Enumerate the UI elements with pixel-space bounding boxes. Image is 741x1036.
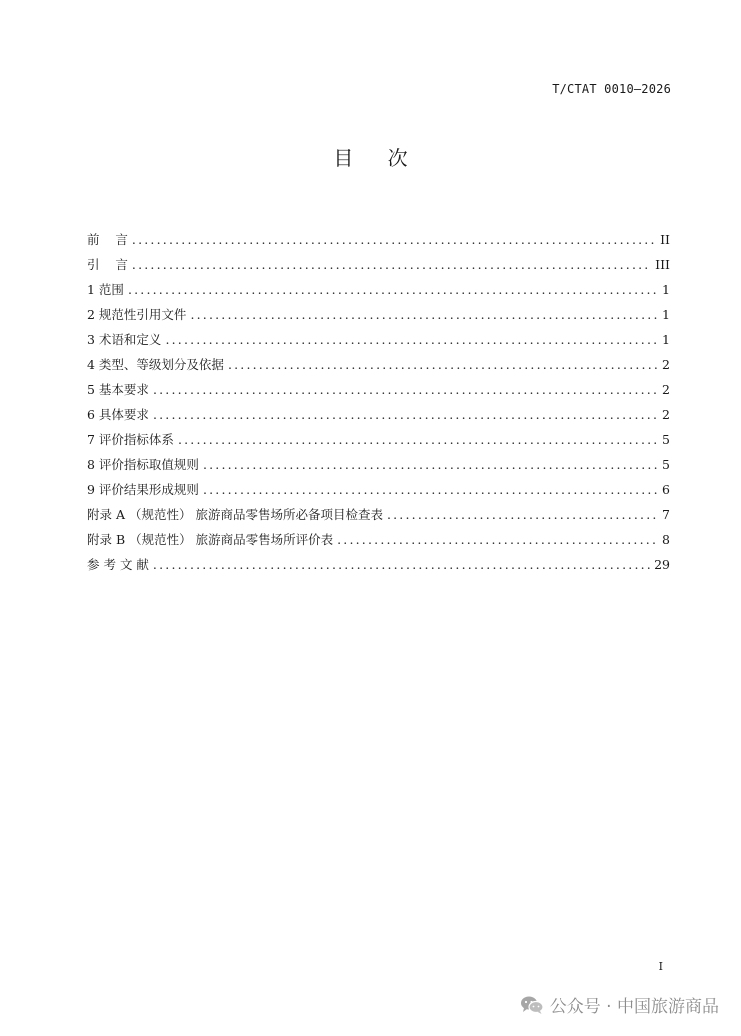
toc-entry-label: 8 评价指标取值规则 [87, 457, 199, 472]
toc-entry-page: 2 [662, 407, 670, 422]
toc-entry-page: II [660, 232, 670, 247]
toc-leader-dots [165, 327, 658, 352]
toc-entry-page: 7 [662, 507, 670, 522]
toc-entry-classification[interactable] [87, 352, 670, 377]
toc-entry-label: 7 评价指标体系 [87, 432, 174, 447]
toc-entry-page: III [655, 257, 670, 272]
toc-entry-page: 5 [662, 457, 670, 472]
toc-entry-bibliography[interactable] [87, 552, 670, 577]
watermark [520, 992, 719, 1017]
toc-leader-dots [153, 552, 650, 577]
toc-leader-dots [178, 427, 658, 452]
toc-entry-label: 4 类型、等级划分及依据 [87, 357, 224, 372]
toc-leader-dots [132, 227, 656, 252]
toc-entry-label: 前 言 [87, 232, 128, 247]
toc-entry-label: 附录 B （规范性） 旅游商品零售场所评价表 [87, 532, 334, 547]
toc-leader-dots [203, 477, 658, 502]
toc-leader-dots [337, 527, 658, 552]
toc-entry-preface[interactable] [87, 227, 670, 252]
toc-entry-specific-requirements[interactable] [87, 402, 670, 427]
toc-entry-page: 29 [654, 557, 670, 572]
watermark-text: 公众号 · 中国旅游商品 [549, 997, 719, 1017]
wechat-icon [520, 995, 544, 1015]
toc-entry-label: 5 基本要求 [87, 382, 149, 397]
toc-list [87, 227, 670, 577]
toc-leader-dots [203, 452, 658, 477]
toc-leader-dots [190, 302, 658, 327]
toc-entry-terms[interactable] [87, 327, 670, 352]
toc-entry-label: 6 具体要求 [87, 407, 149, 422]
toc-entry-page: 2 [662, 357, 670, 372]
toc-entry-result-rules[interactable] [87, 477, 670, 502]
toc-entry-label: 参 考 文 献 [87, 557, 149, 572]
page-number: I [658, 960, 663, 973]
toc-leader-dots [132, 252, 651, 277]
toc-entry-basic-requirements[interactable] [87, 377, 670, 402]
toc-title: 目 次 [333, 146, 422, 170]
toc-entry-label: 附录 A （规范性） 旅游商品零售场所必备项目检查表 [87, 507, 383, 522]
toc-entry-appendix-b[interactable] [87, 527, 670, 552]
document-code: T/CTAT 0010—2026 [552, 82, 671, 96]
toc-entry-page: 2 [662, 382, 670, 397]
toc-entry-page: 1 [662, 307, 670, 322]
toc-entry-label: 引 言 [87, 257, 128, 272]
toc-entry-label: 9 评价结果形成规则 [87, 482, 199, 497]
toc-entry-appendix-a[interactable] [87, 502, 670, 527]
toc-entry-page: 1 [662, 332, 670, 347]
toc-entry-introduction[interactable] [87, 252, 670, 277]
toc-leader-dots [228, 352, 658, 377]
toc-entry-normative-references[interactable] [87, 302, 670, 327]
toc-entry-page: 6 [662, 482, 670, 497]
toc-entry-label: 3 术语和定义 [87, 332, 162, 347]
toc-leader-dots [153, 377, 658, 402]
toc-leader-dots [128, 277, 658, 302]
toc-leader-dots [153, 402, 658, 427]
toc-entry-scope[interactable] [87, 277, 670, 302]
toc-entry-value-rules[interactable] [87, 452, 670, 477]
toc-entry-label: 2 规范性引用文件 [87, 307, 187, 322]
toc-leader-dots [387, 502, 658, 527]
toc-entry-label: 1 范围 [87, 282, 124, 297]
toc-entry-page: 8 [662, 532, 670, 547]
toc-entry-page: 1 [662, 282, 670, 297]
toc-entry-evaluation-system[interactable] [87, 427, 670, 452]
toc-entry-page: 5 [662, 432, 670, 447]
